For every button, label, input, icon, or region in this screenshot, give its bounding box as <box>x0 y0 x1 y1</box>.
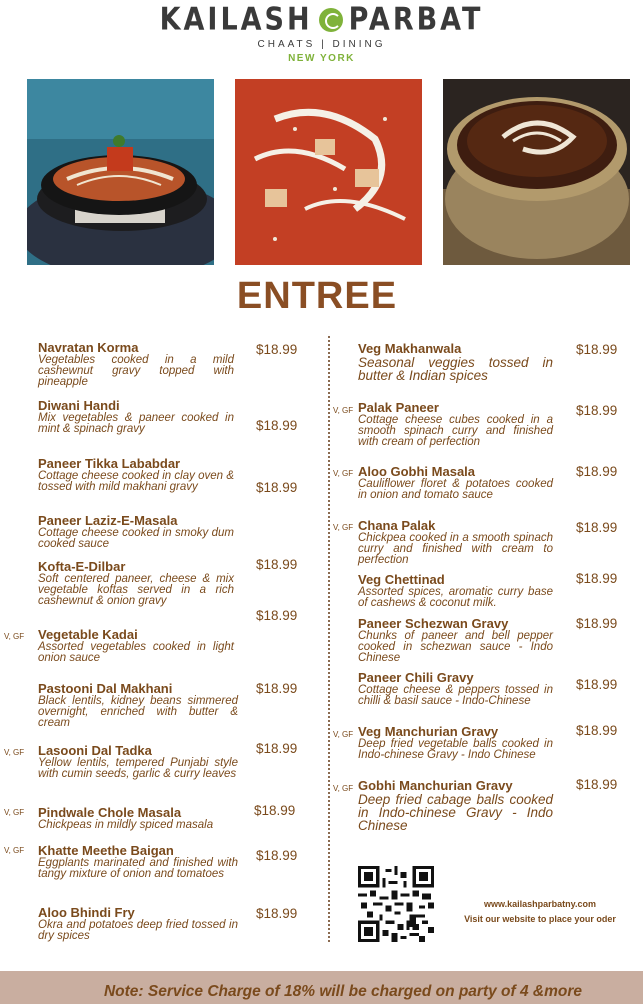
menu-item-veg-chettinad <box>358 573 553 609</box>
item-description: Chickpeas in mildly spiced masala <box>38 819 214 831</box>
column-divider <box>328 336 330 942</box>
item-name: Aloo Bhindi Fry <box>38 905 135 920</box>
item-description: Seasonal veggies tossed in butter & Indian spices <box>358 355 553 383</box>
item-name: Paneer Laziz-E-Masala <box>38 513 178 528</box>
item-name: Kofta-E-Dilbar <box>38 559 126 574</box>
item-name: Khatte Meethe Baigan <box>38 843 174 858</box>
item-name: Veg Manchurian Gravy <box>358 724 499 739</box>
brand-tagline: CHAATS | DINING <box>257 39 386 50</box>
item-description: Cauliflower floret & potatoes cooked in onion and tomato sauce <box>358 478 553 501</box>
item-name: Navratan Korma <box>38 340 139 355</box>
item-description: Deep fried vegetable balls cooked in Indo-chinese Gravy - Indo Chinese <box>358 738 553 761</box>
item-price: $18.99 <box>576 464 618 479</box>
item-price: $18.99 <box>256 557 298 572</box>
menu-item-paneer-laziz-e-masala <box>38 514 234 550</box>
item-description: Vegetables cooked in a mild cashewnut gravy topped with pineapple <box>38 354 234 388</box>
brand-header <box>0 1 643 64</box>
item-description: Cottage cheese cooked in smoky dum cooked sauce <box>38 527 234 550</box>
item-description: Cottage cheese cubes cooked in a smooth spinach curry and finished with cream of perfection <box>358 414 553 448</box>
brand-name-left: KAILASH <box>159 1 313 38</box>
item-description: Okra and potatoes deep fried tossed in dry spices <box>38 919 238 942</box>
item-name: Pastooni Dal Makhani <box>38 681 173 696</box>
menu-item-pastooni-dal-makhani <box>38 682 238 729</box>
photo-navratan-korma <box>27 79 214 265</box>
menu-item-palak-paneer <box>358 401 553 448</box>
item-price: $18.99 <box>256 480 298 495</box>
menu-item-diwani-handi <box>38 399 234 435</box>
item-price: $18.99 <box>576 520 618 535</box>
item-name: Diwani Handi <box>38 398 120 413</box>
menu-item-paneer-schezwan-gravy <box>358 617 553 664</box>
item-description: Mix vegetables & paneer cooked in mint & spinach gravy <box>38 412 234 435</box>
item-description: Black lentils, kidney beans simmered overnight, enriched with butter & cream <box>38 695 238 729</box>
item-price: $18.99 <box>254 803 296 818</box>
dietary-tag: V, GF <box>4 846 25 855</box>
menu-item-navratan-korma <box>38 341 234 388</box>
dietary-tag: V, GF <box>4 632 25 641</box>
menu-item-gobhi-manchurian-gravy <box>358 779 553 832</box>
dietary-tag: V, GF <box>333 406 354 415</box>
photo-dal-makhani <box>443 79 630 265</box>
item-name: Paneer Schezwan Gravy <box>358 616 509 631</box>
item-description: Cottage cheese & peppers tossed in chilli & basil sauce - Indo-Chinese <box>358 684 553 707</box>
menu-item-khatte-meethe-baigan <box>38 844 238 880</box>
item-description: Assorted vegetables cooked in light onion sauce <box>38 641 234 664</box>
brand-city: NEW YORK <box>288 53 355 64</box>
item-description: Assorted spices, aromatic curry base of cashews & coconut milk. <box>358 586 553 609</box>
dietary-tag: V, GF <box>333 730 354 739</box>
item-price: $18.99 <box>256 418 298 433</box>
item-name: Veg Makhanwala <box>358 341 462 356</box>
item-description: Soft centered paneer, cheese & mix vegetable koftas served in a rich cashewnut & onion gravy <box>38 573 234 607</box>
item-price: $18.99 <box>256 848 298 863</box>
item-description: Cottage cheese cooked in clay oven & tossed with mild makhani gravy <box>38 470 234 493</box>
menu-item-chana-palak <box>358 519 553 566</box>
item-price: $18.99 <box>576 571 618 586</box>
item-price: $18.99 <box>576 777 618 792</box>
section-heading: ENTREE <box>236 275 398 317</box>
item-price: $18.99 <box>256 608 298 623</box>
leaf-logo-icon <box>319 8 343 32</box>
menu-item-veg-makhanwala <box>358 342 553 382</box>
menu-item-lasooni-dal-tadka <box>38 744 238 780</box>
dietary-tag: V, GF <box>333 523 354 532</box>
item-price: $18.99 <box>576 723 618 738</box>
item-name: Chana Palak <box>358 518 436 533</box>
website-link[interactable]: www.kailashparbatny.com <box>483 899 597 909</box>
item-price: $18.99 <box>576 403 618 418</box>
dietary-tag: V, GF <box>4 808 25 817</box>
item-name: Palak Paneer <box>358 400 439 415</box>
dietary-tag: V, GF <box>333 469 354 478</box>
item-description: Eggplants marinated and finished with tangy mixture of onion and tomatoes <box>38 857 238 880</box>
item-name: Veg Chettinad <box>358 572 445 587</box>
photo-paneer-curry <box>235 79 422 265</box>
item-price: $18.99 <box>576 342 618 357</box>
dietary-tag: V, GF <box>333 784 354 793</box>
menu-item-aloo-bhindi-fry <box>38 906 238 942</box>
item-name: Gobhi Manchurian Gravy <box>358 778 513 793</box>
item-name: Paneer Tikka Lababdar <box>38 456 181 471</box>
item-description: Chunks of paneer and bell pepper cooked in schezwan sauce - Indo Chinese <box>358 630 553 664</box>
item-price: $18.99 <box>576 677 618 692</box>
website-info <box>450 897 630 927</box>
item-price: $18.99 <box>256 906 298 921</box>
item-price: $18.99 <box>256 741 298 756</box>
item-price: $18.99 <box>256 342 298 357</box>
item-name: Vegetable Kadai <box>38 627 138 642</box>
menu-item-paneer-chili-gravy <box>358 671 553 707</box>
menu-item-kofta-e-dilbar <box>38 560 234 607</box>
menu-item-aloo-gobhi-masala <box>358 465 553 501</box>
item-price: $18.99 <box>256 681 298 696</box>
item-description: Deep fried cabage balls cooked in Indo-chinese Gravy - Indo Chinese <box>358 792 553 833</box>
item-name: Pindwale Chole Masala <box>38 805 182 820</box>
brand-logo <box>0 1 643 38</box>
item-description: Chickpea cooked in a smooth spinach curry and finished with cream to perfection <box>358 532 553 566</box>
item-name: Paneer Chili Gravy <box>358 670 474 685</box>
menu-item-paneer-tikka-lababdar <box>38 457 234 493</box>
qr-code[interactable] <box>358 866 434 942</box>
brand-name-right: PARBAT <box>348 1 484 38</box>
order-instructions: Visit our website to place your oder <box>464 914 616 924</box>
item-price: $18.99 <box>576 616 618 631</box>
item-description: Yellow lentils, tempered Punjabi style with cumin seeds, garlic & curry leaves <box>38 757 238 780</box>
item-name: Aloo Gobhi Masala <box>358 464 476 479</box>
menu-item-vegetable-kadai <box>38 628 234 664</box>
service-charge-note: Note: Service Charge of 18% will be charged on party of 4 &more <box>103 983 583 1000</box>
item-name: Lasooni Dal Tadka <box>38 743 152 758</box>
menu-item-pindwale-chole-masala <box>38 806 238 831</box>
menu-item-veg-manchurian-gravy <box>358 725 553 761</box>
dietary-tag: V, GF <box>4 748 25 757</box>
